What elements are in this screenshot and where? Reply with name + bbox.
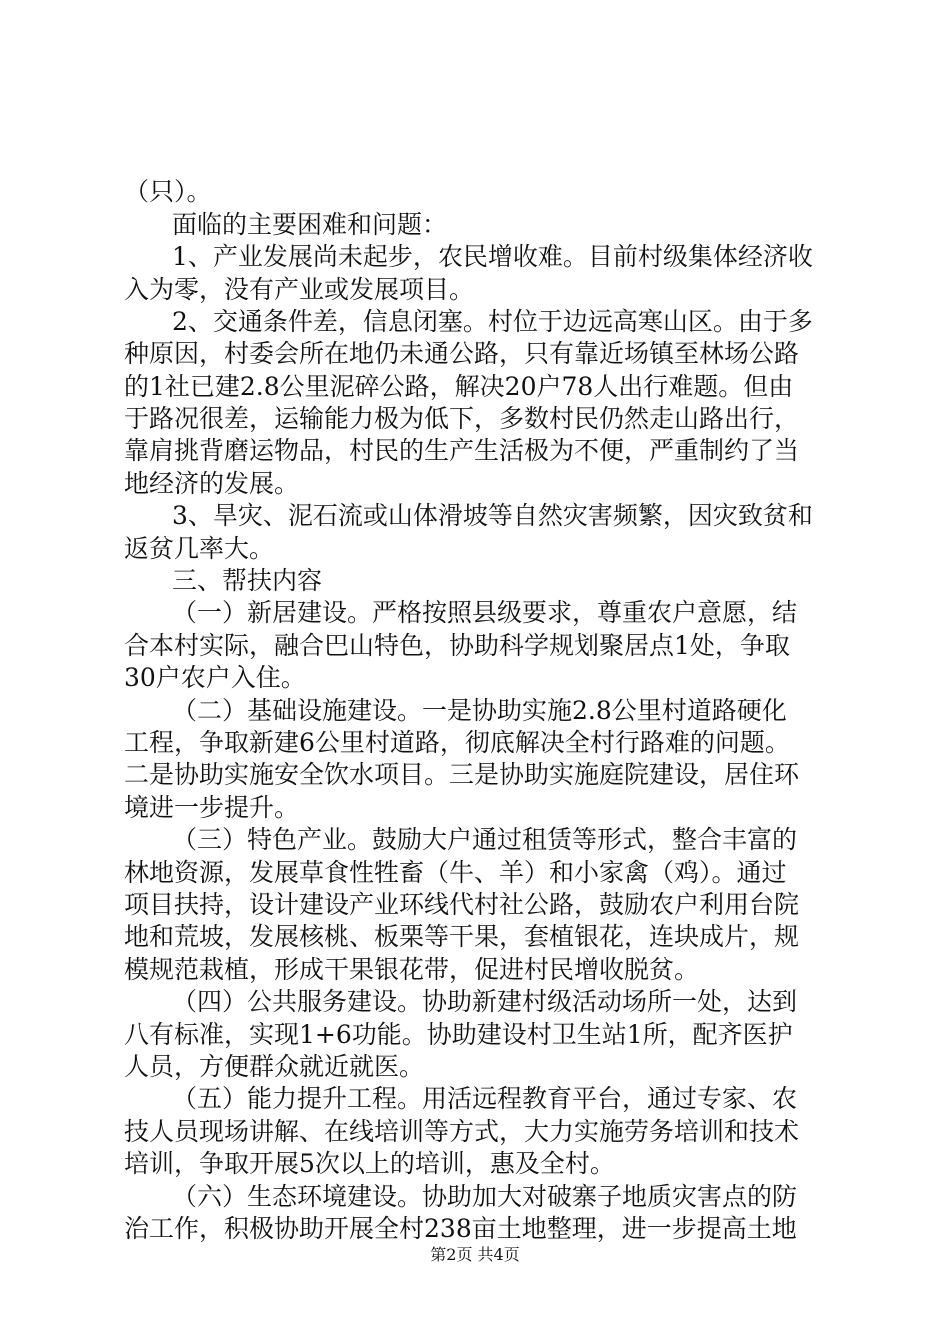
text-line: 模规范栽植，形成干果银花带，促进村民增收脱贫。 [124,955,700,984]
text-line: 于路况很差，运输能力极为低下，多数村民仍然走山路出行， [124,404,800,433]
text-line: 入为零，没有产业或发展项目。 [124,275,475,304]
text-line: 技人员现场讲解、在线培训等方式，大力实施劳务培训和技术 [124,1117,800,1146]
text-line: 治工作，积极协助开展全村238亩土地整理，进一步提高土地 [124,1214,797,1243]
text-line: 的1社已建2.8公里泥碎公路，解决20户78人出行难题。但由 [124,372,794,401]
section-heading: 三、帮扶内容 [172,566,323,595]
text-line: 合本村实际，融合巴山特色，协助科学规划聚居点1处，争取 [124,631,790,660]
text-line: （三）特色产业。鼓励大户通过租赁等形式，整合丰富的 [172,825,798,854]
text-line: 人员，方便群众就近就医。 [124,1052,425,1081]
text-line: 3、旱灾、泥石流或山体滑坡等自然灾害频繁，因灾致贫和 [172,501,813,530]
text-line: 2、交通条件差，信息闭塞。村位于边远高寒山区。由于多 [172,307,813,336]
text-line: 种原因，村委会所在地仍未通公路，只有靠近场镇至林场公路 [124,339,800,368]
text-line: （二）基础设施建设。一是协助实施2.8公里村道路硬化 [172,696,787,725]
text-line: 地和荒坡，发展核桃、板栗等干果，套植银花，连块成片，规 [124,922,800,951]
page-number-footer: 第2页 共4页 [430,1245,520,1264]
text-line: 1、产业发展尚未起步，农民增收难。目前村级集体经济收 [172,242,813,271]
text-line: （只）。 [124,177,212,206]
text-line: 八有标准，实现1+6功能。协助建设村卫生站1所，配齐医护 [124,1020,793,1049]
text-line: （四）公共服务建设。协助新建村级活动场所一处，达到 [172,987,798,1016]
text-line: 30户农户入住。 [124,663,306,692]
text-line: （六）生态环境建设。协助加大对破寨子地质灾害点的防 [172,1182,798,1211]
text-line: 项目扶持，设计建设产业环线代村社公路，鼓励农户利用台院 [124,890,800,919]
text-line: 培训，争取开展5次以上的培训，惠及全村。 [124,1149,615,1178]
text-line: （一）新居建设。严格按照县级要求，尊重农户意愿，结 [172,598,798,627]
text-line: 返贫几率大。 [124,534,275,563]
text-line: 境进一步提升。 [124,793,300,822]
text-line: 工程，争取新建6公里村道路，彻底解决全村行路难的问题。 [124,728,790,757]
text-line: 面临的主要困难和问题： [172,210,448,239]
text-line: 二是协助实施安全饮水项目。三是协助实施庭院建设，居住环 [124,760,800,789]
text-line: 地经济的发展。 [124,469,300,498]
text-line: （五）能力提升工程。用活远程教育平台，通过专家、农 [172,1084,798,1113]
text-line: 靠肩挑背磨运物品，村民的生产生活极为不便，严重制约了当 [124,436,800,465]
text-line: 林地资源，发展草食性牲畜（牛、羊）和小家禽（鸡）。通过 [124,858,787,887]
